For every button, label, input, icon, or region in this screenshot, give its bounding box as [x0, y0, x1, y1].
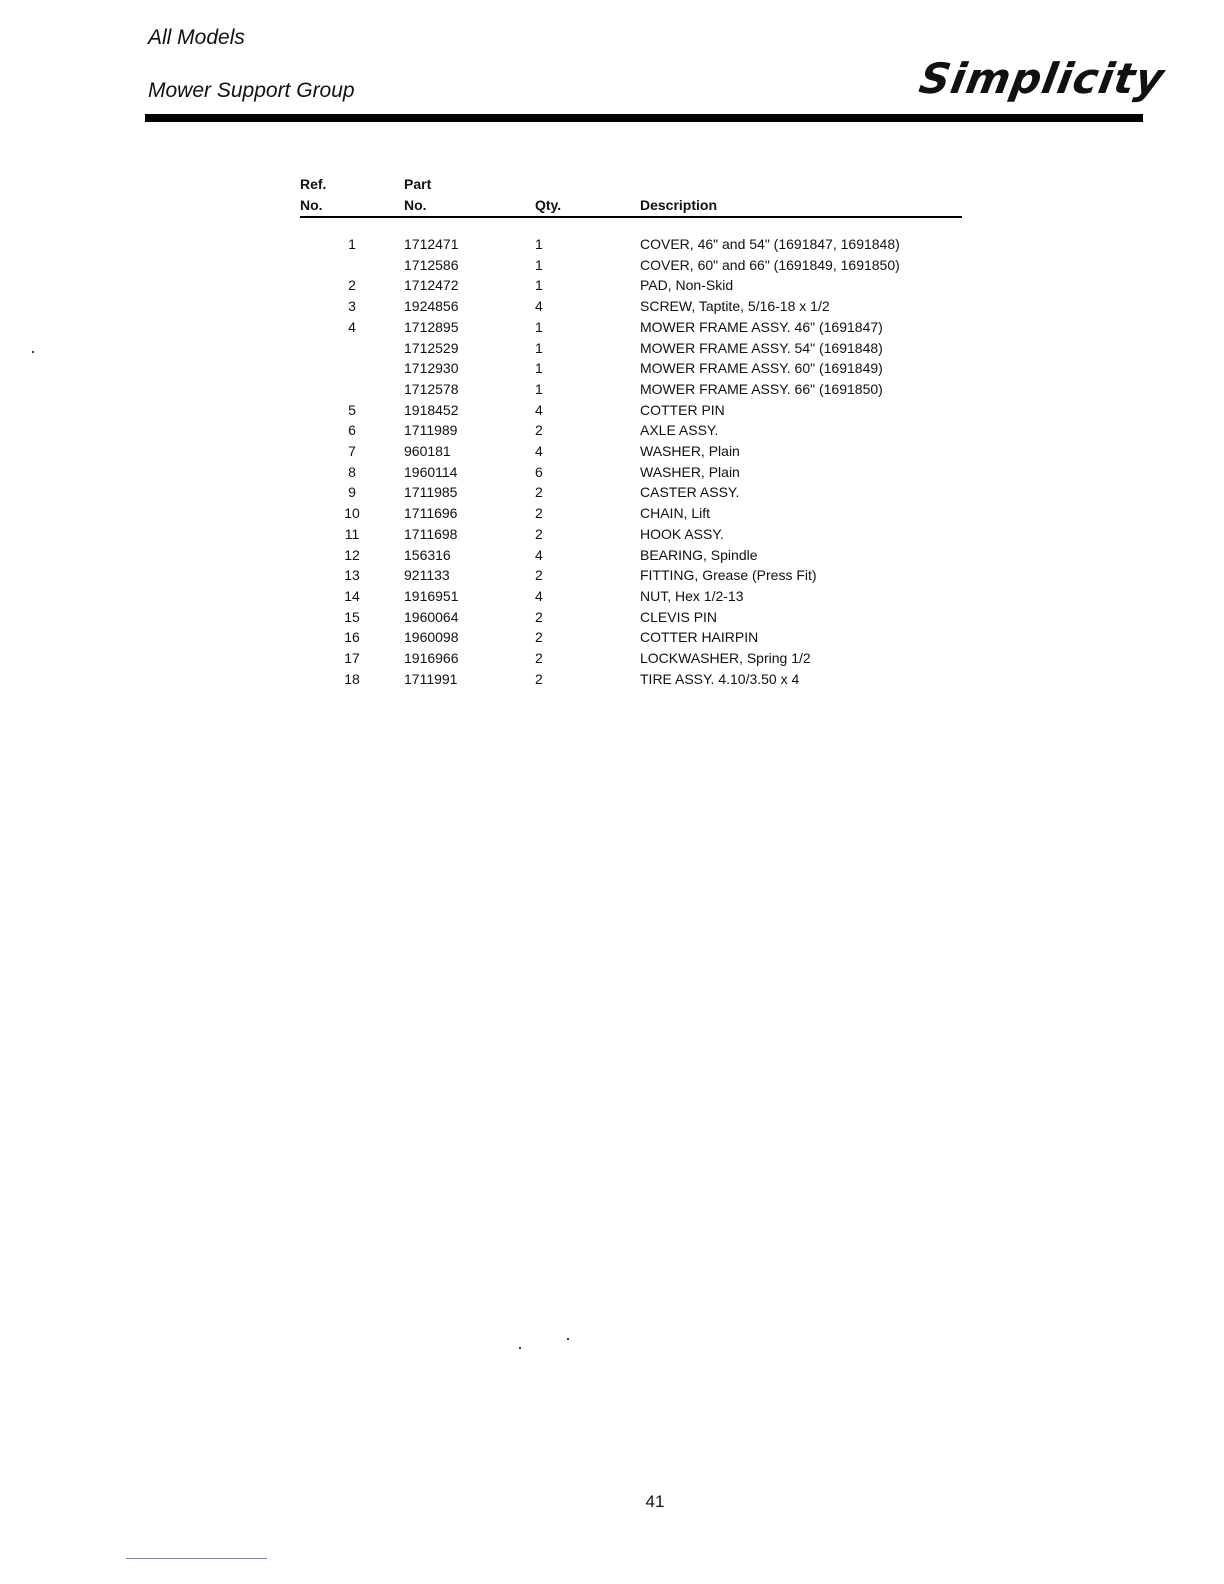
ref-number: 17	[344, 650, 360, 667]
description: BEARING, Spindle	[640, 546, 758, 563]
table-row	[300, 441, 962, 462]
parts-table-body	[300, 234, 962, 689]
qty-header: Qty.	[535, 195, 640, 217]
ref-number: 3	[348, 298, 356, 315]
quantity: 4	[535, 401, 543, 418]
description: HOOK ASSY.	[640, 525, 724, 542]
description: CASTER ASSY.	[640, 484, 740, 501]
part-number: 1711985	[404, 484, 458, 501]
table-row	[300, 627, 962, 648]
part-number: 1712930	[404, 360, 459, 377]
ref-number	[300, 379, 404, 400]
part-number: 1712578	[404, 380, 459, 397]
ref-header-line1: Ref.	[300, 176, 327, 192]
quantity: 2	[535, 650, 543, 667]
quantity: 4	[535, 298, 543, 315]
quantity: 6	[535, 463, 543, 480]
part-number: 1960064	[404, 608, 459, 625]
description: CLEVIS PIN	[640, 608, 718, 625]
ref-number: 1	[348, 236, 356, 252]
ref-number: 7	[348, 443, 356, 460]
table-row	[300, 255, 962, 276]
table-row	[300, 317, 962, 338]
description: COTTER PIN	[640, 401, 725, 418]
ref-number: 15	[344, 608, 360, 625]
ref-number: 13	[344, 567, 360, 584]
ref-number: 11	[344, 525, 360, 542]
description: WASHER, Plain	[640, 463, 740, 480]
table-row	[300, 379, 962, 400]
part-number: 921133	[404, 567, 450, 584]
part-number: 1712472	[404, 277, 459, 294]
ref-number	[300, 255, 404, 276]
table-row	[300, 400, 962, 421]
description: TIRE ASSY. 4.10/3.50 x 4	[640, 670, 800, 687]
scan-speck	[567, 1338, 569, 1340]
table-row	[300, 503, 962, 524]
description: PAD, Non-Skid	[640, 277, 734, 294]
quantity: 2	[535, 505, 543, 522]
quantity: 2	[535, 608, 543, 625]
group-heading: Mower Support Group	[148, 79, 355, 102]
description: NUT, Hex 1/2-13	[640, 587, 744, 604]
quantity: 1	[535, 256, 543, 273]
ref-number: 14	[344, 587, 360, 604]
table-row	[300, 565, 962, 586]
models-heading: All Models	[148, 26, 245, 49]
table-row	[300, 358, 962, 379]
ref-header-line2: No.	[300, 195, 404, 217]
part-number: 1711696	[404, 505, 458, 522]
quantity: 4	[535, 587, 543, 604]
description: COVER, 46" and 54" (1691847, 1691848)	[640, 236, 900, 252]
quantity: 1	[535, 339, 543, 356]
table-row	[300, 420, 962, 441]
part-number: 1711698	[404, 525, 458, 542]
quantity: 1	[535, 277, 543, 294]
part-number: 1960114	[404, 463, 458, 480]
quantity: 1	[535, 318, 543, 335]
part-number: 1960098	[404, 629, 459, 646]
ref-number: 8	[348, 463, 356, 480]
table-row	[300, 482, 962, 503]
table-row	[300, 545, 962, 566]
description: CHAIN, Lift	[640, 505, 711, 522]
ref-number: 4	[348, 318, 356, 335]
footer-line	[126, 1558, 267, 1559]
part-header-line2: No.	[404, 195, 535, 217]
quantity: 1	[535, 236, 543, 252]
part-number: 156316	[404, 546, 451, 563]
description: AXLE ASSY.	[640, 422, 719, 439]
quantity: 4	[535, 443, 543, 460]
part-number: 1712586	[404, 256, 459, 273]
table-row	[300, 586, 962, 607]
table-row	[300, 669, 962, 690]
part-number: 1712895	[404, 318, 459, 335]
ref-number: 10	[344, 505, 360, 522]
description: COVER, 60" and 66" (1691849, 1691850)	[640, 256, 900, 273]
ref-number: 5	[348, 401, 356, 418]
description: FITTING, Grease (Press Fit)	[640, 567, 817, 584]
table-row	[300, 275, 962, 296]
table-row	[300, 296, 962, 317]
brand-logo: Simplicity	[915, 54, 1169, 103]
scan-speck	[519, 1347, 521, 1349]
part-number: 1916966	[404, 650, 459, 667]
quantity: 1	[535, 360, 543, 377]
description: COTTER HAIRPIN	[640, 629, 759, 646]
description: WASHER, Plain	[640, 443, 740, 460]
quantity: 2	[535, 670, 543, 687]
table-row	[300, 607, 962, 628]
table-row	[300, 234, 962, 255]
ref-number	[300, 338, 404, 359]
part-number: 1924856	[404, 298, 459, 315]
ref-number: 12	[344, 546, 360, 563]
header-rule	[145, 114, 1143, 122]
quantity: 2	[535, 422, 543, 439]
part-header-line1: Part	[404, 176, 432, 192]
part-number: 1712471	[404, 236, 459, 252]
scan-speck	[32, 351, 34, 353]
description-header: Description	[640, 195, 962, 217]
table-row	[300, 462, 962, 483]
part-number: 1916951	[404, 587, 459, 604]
description: MOWER FRAME ASSY. 46" (1691847)	[640, 318, 883, 335]
description: SCREW, Taptite, 5/16-18 x 1/2	[640, 298, 830, 315]
quantity: 2	[535, 525, 543, 542]
ref-number: 16	[344, 629, 360, 646]
table-row	[300, 524, 962, 545]
parts-table	[300, 174, 962, 689]
quantity: 1	[535, 380, 543, 397]
ref-number: 6	[348, 422, 356, 439]
ref-number: 9	[348, 484, 356, 501]
quantity: 2	[535, 567, 543, 584]
part-number: 960181	[404, 443, 451, 460]
ref-number: 2	[348, 277, 356, 294]
part-number: 1712529	[404, 339, 459, 356]
quantity: 4	[535, 546, 543, 563]
table-row	[300, 648, 962, 669]
part-number: 1711989	[404, 422, 458, 439]
ref-number	[300, 358, 404, 379]
part-number: 1711991	[404, 670, 458, 687]
quantity: 2	[535, 629, 543, 646]
part-number: 1918452	[404, 401, 459, 418]
description: MOWER FRAME ASSY. 60" (1691849)	[640, 360, 883, 377]
description: MOWER FRAME ASSY. 66" (1691850)	[640, 380, 883, 397]
quantity: 2	[535, 484, 543, 501]
table-row	[300, 338, 962, 359]
description: LOCKWASHER, Spring 1/2	[640, 650, 811, 667]
page-number: 41	[645, 1492, 665, 1511]
description: MOWER FRAME ASSY. 54" (1691848)	[640, 339, 883, 356]
ref-number: 18	[344, 670, 360, 687]
